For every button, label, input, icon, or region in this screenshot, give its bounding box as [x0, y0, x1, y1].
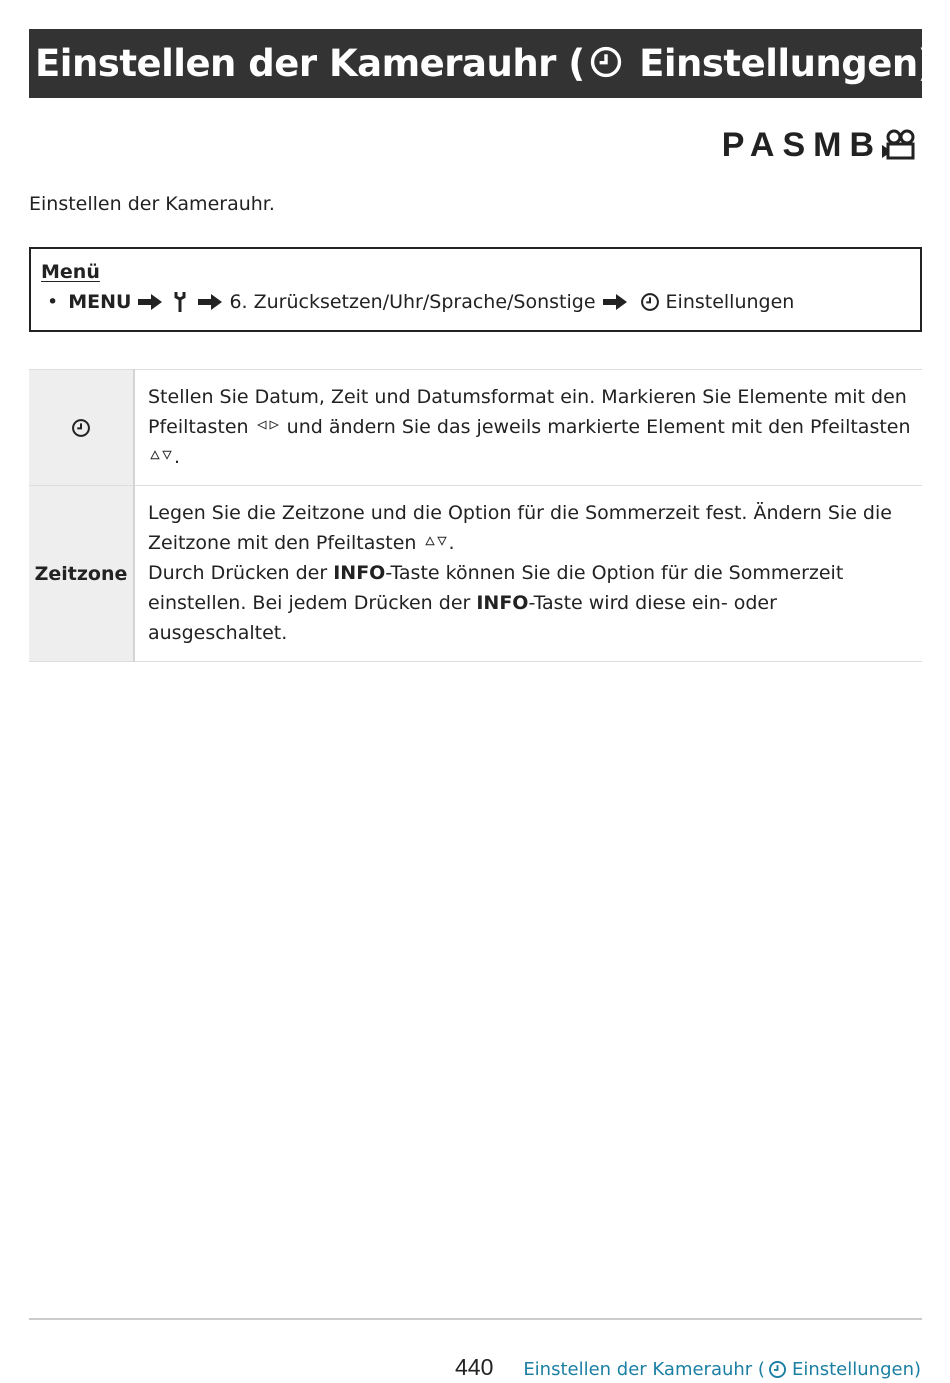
row-label-clock [29, 370, 134, 486]
clock-icon [71, 418, 91, 438]
up-down-arrows-icon [150, 446, 172, 464]
desc-text: und ändern Sie das jeweils markierte Element mit den Pfeiltasten [280, 416, 911, 438]
bullet: • [47, 291, 59, 313]
page-title [35, 42, 934, 85]
right-arrow-icon [602, 292, 628, 312]
shooting-modes [722, 126, 920, 165]
page-number: 440 [455, 1354, 494, 1380]
desc-text: . [448, 532, 455, 554]
footer-link[interactable] [523, 1359, 921, 1380]
desc-text: -Taste wird diese ein- oder ausgeschaltet. [148, 592, 777, 644]
row-description [134, 370, 922, 486]
desc-text: -Taste können Sie die Option für die Sommerzeit einstellen. Bei jedem Drücken der [148, 562, 844, 614]
desc-text: Stellen Sie Datum, Zeit und Datumsformat ein. Markieren Sie Elemente mit den Pfeiltasten [148, 386, 907, 438]
page-title-bar [29, 29, 935, 98]
info-key: INFO [476, 592, 529, 614]
intro-text: Einstellen der Kamerauhr. [29, 193, 275, 215]
menu-item-label: Einstellungen [665, 291, 795, 313]
desc-text: Legen Sie die Zeitzone und die Option für die Sommerzeit fest. Ändern Sie die Zeitzone mit den Pfeiltasten [148, 502, 892, 554]
clock-icon [768, 1360, 787, 1379]
menu-key: MENU [68, 291, 132, 313]
menu-path [47, 291, 794, 313]
right-arrow-icon [197, 292, 223, 312]
clock-icon [589, 45, 623, 79]
movie-camera-icon [880, 128, 920, 164]
right-arrow-icon [137, 292, 163, 312]
row-label-zeitzone: Zeitzone [29, 486, 134, 662]
info-key: INFO [333, 562, 386, 584]
footer-divider [29, 1318, 922, 1320]
footer-link-after: Einstellungen) [791, 1359, 921, 1380]
desc-text: Durch Drücken der [148, 562, 334, 584]
page-title-before: Einstellen der Kamerauhr ( [35, 42, 585, 85]
footer-link-before: Einstellen der Kamerauhr ( [523, 1359, 765, 1380]
wrench-icon [173, 291, 187, 313]
table-row [29, 370, 922, 486]
desc-text: . [174, 446, 181, 468]
modes-label: PASMB [721, 126, 882, 164]
menu-section: 6. Zurücksetzen/Uhr/Sprache/Sonstige [229, 291, 596, 313]
clock-icon [640, 292, 660, 312]
up-down-arrows-icon [425, 532, 447, 550]
settings-table [29, 369, 922, 662]
row-description [134, 486, 922, 662]
page-title-after: Einstellungen) [626, 42, 935, 85]
table-row [29, 486, 922, 662]
left-right-arrows-icon [257, 416, 279, 434]
menu-path-box [29, 247, 922, 332]
menu-heading: Menü [41, 261, 100, 283]
